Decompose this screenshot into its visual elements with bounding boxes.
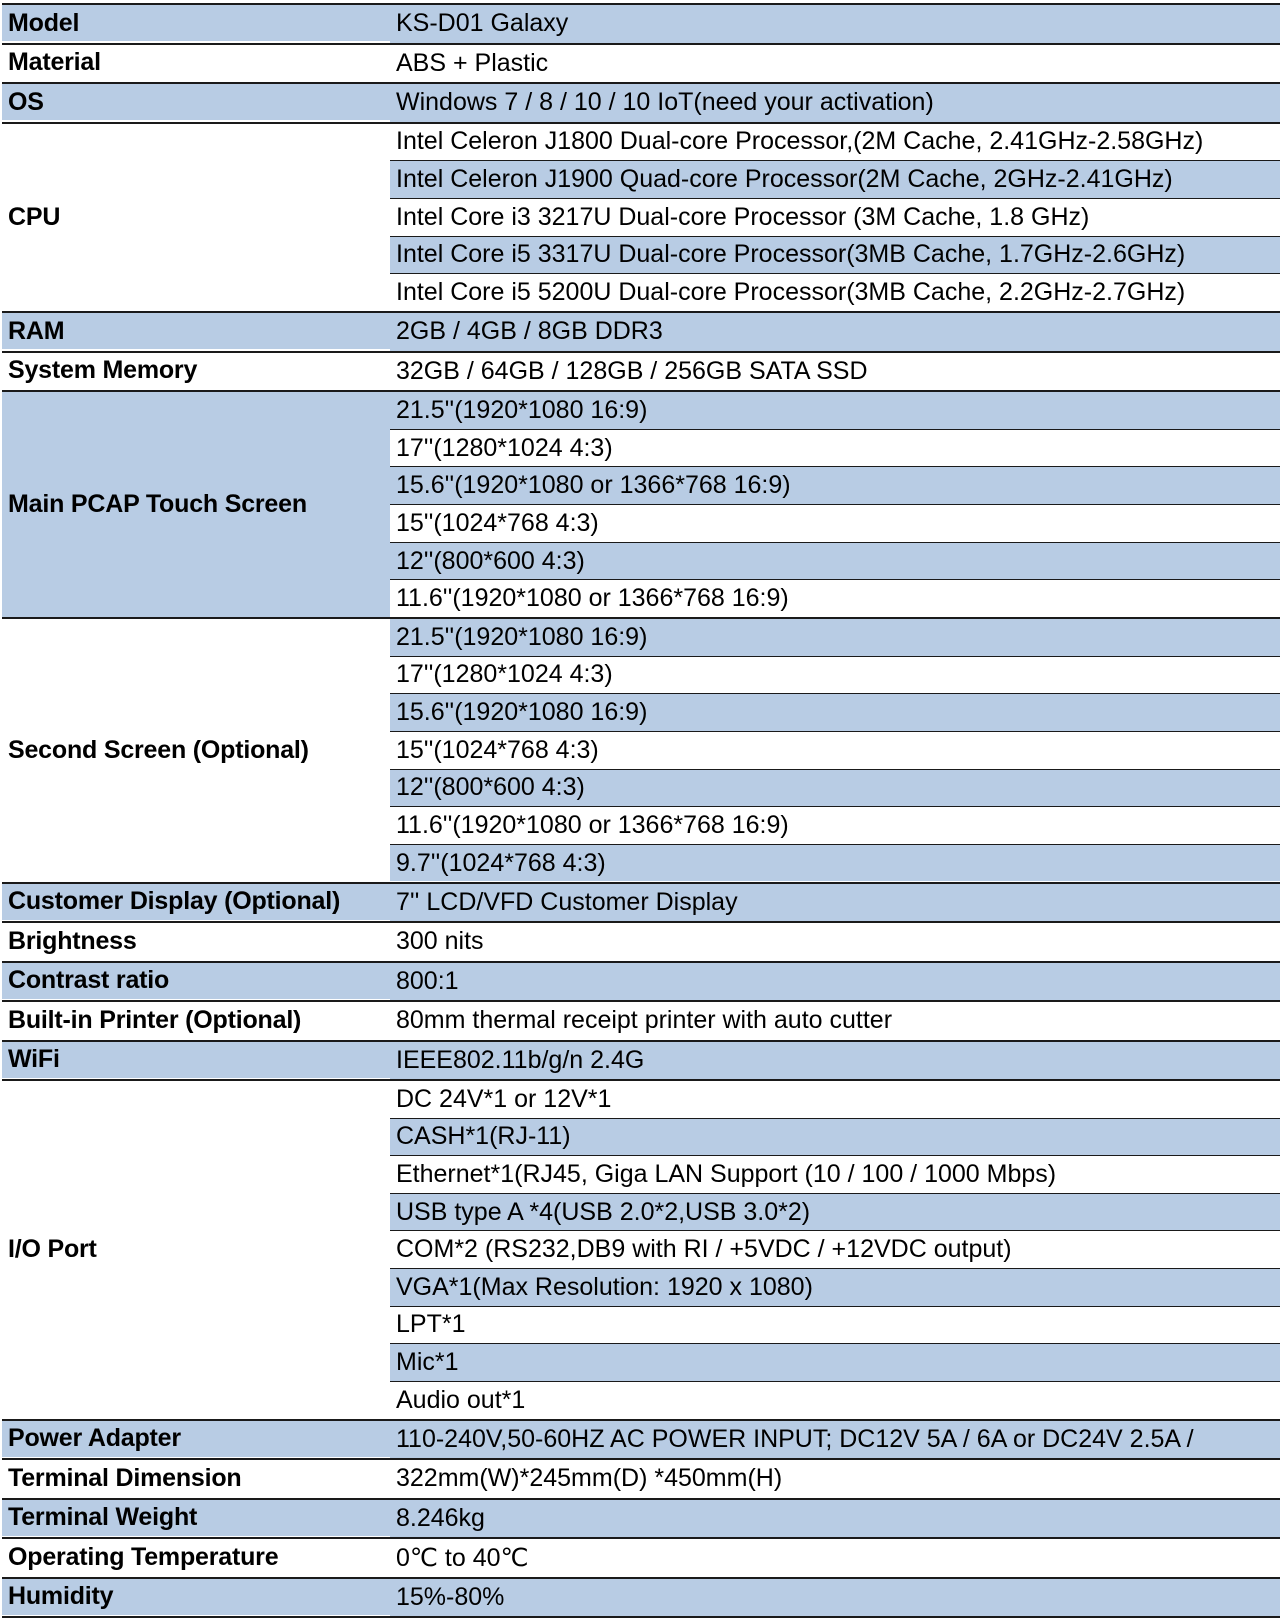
spec-label: RAM — [2, 313, 390, 349]
spec-row-group — [2, 921, 1280, 961]
spec-value: 11.6''(1920*1080 or 1366*768 16:9) — [390, 579, 1280, 617]
spec-value: CASH*1(RJ-11) — [390, 1118, 1280, 1156]
spec-table — [2, 3, 1280, 1618]
spec-value: 110-240V,50-60HZ AC POWER INPUT; DC12V 5A / 6A or DC24V 2.5A / — [390, 1421, 1280, 1459]
spec-label: Terminal Dimension — [2, 1460, 390, 1496]
spec-value: 11.6''(1920*1080 or 1366*768 16:9) — [390, 806, 1280, 844]
spec-value: 21.5''(1920*1080 16:9) — [390, 619, 1280, 656]
spec-values — [390, 619, 1280, 882]
spec-row-group — [2, 351, 1280, 391]
spec-value: 0℃ to 40℃ — [390, 1539, 1280, 1577]
spec-value: KS-D01 Galaxy — [390, 5, 1280, 43]
spec-values — [390, 1042, 1280, 1080]
spec-label: Contrast ratio — [2, 963, 390, 999]
spec-row-group — [2, 390, 1280, 617]
spec-row-group — [2, 1419, 1280, 1459]
spec-label: I/O Port — [2, 1081, 390, 1419]
spec-row-group — [2, 3, 1280, 43]
spec-values — [390, 392, 1280, 617]
spec-value: 12''(800*600 4:3) — [390, 542, 1280, 580]
spec-row-group — [2, 1079, 1280, 1419]
spec-value: 15%-80% — [390, 1579, 1280, 1617]
spec-value: 9.7''(1024*768 4:3) — [390, 844, 1280, 882]
spec-value: 21.5''(1920*1080 16:9) — [390, 392, 1280, 429]
spec-value: Intel Celeron J1800 Dual-core Processor,(2M Cache, 2.41GHz-2.58GHz) — [390, 124, 1280, 161]
spec-values — [390, 313, 1280, 351]
spec-value: Intel Celeron J1900 Quad-core Processor(2M Cache, 2GHz-2.41GHz) — [390, 160, 1280, 198]
spec-value: 12''(800*600 4:3) — [390, 769, 1280, 807]
spec-value: IEEE802.11b/g/n 2.4G — [390, 1042, 1280, 1080]
spec-value: Windows 7 / 8 / 10 / 10 IoT(need your activation) — [390, 84, 1280, 122]
spec-values — [390, 1500, 1280, 1538]
spec-value: 17''(1280*1024 4:3) — [390, 656, 1280, 694]
spec-value: 300 nits — [390, 923, 1280, 961]
spec-values — [390, 1081, 1280, 1419]
spec-row-group — [2, 1537, 1280, 1577]
spec-values — [390, 1460, 1280, 1498]
spec-row-group — [2, 1040, 1280, 1080]
spec-values — [390, 353, 1280, 391]
spec-row-group — [2, 1577, 1280, 1618]
spec-label: Brightness — [2, 923, 390, 959]
spec-values — [390, 1579, 1280, 1617]
spec-row-group — [2, 882, 1280, 922]
spec-label: Humidity — [2, 1579, 390, 1615]
spec-values — [390, 884, 1280, 922]
spec-label: WiFi — [2, 1042, 390, 1078]
spec-value: Intel Core i5 5200U Dual-core Processor(3MB Cache, 2.2GHz-2.7GHz) — [390, 273, 1280, 311]
spec-row-group — [2, 961, 1280, 1001]
spec-value: 15''(1024*768 4:3) — [390, 504, 1280, 542]
spec-value: USB type A *4(USB 2.0*2,USB 3.0*2) — [390, 1193, 1280, 1231]
spec-row-group — [2, 43, 1280, 83]
spec-values — [390, 1539, 1280, 1577]
spec-values — [390, 1002, 1280, 1040]
spec-row-group — [2, 1458, 1280, 1498]
spec-value: 7'' LCD/VFD Customer Display — [390, 884, 1280, 922]
spec-label: Material — [2, 45, 390, 81]
spec-value: 80mm thermal receipt printer with auto cutter — [390, 1002, 1280, 1040]
spec-values — [390, 923, 1280, 961]
spec-value: 32GB / 64GB / 128GB / 256GB SATA SSD — [390, 353, 1280, 391]
spec-value: 17''(1280*1024 4:3) — [390, 429, 1280, 467]
spec-values — [390, 963, 1280, 1001]
spec-row-group — [2, 1000, 1280, 1040]
spec-value: Intel Core i5 3317U Dual-core Processor(3MB Cache, 1.7GHz-2.6GHz) — [390, 236, 1280, 274]
spec-value: 8.246kg — [390, 1500, 1280, 1538]
spec-label: OS — [2, 84, 390, 120]
spec-row-group — [2, 82, 1280, 122]
spec-value: Ethernet*1(RJ45, Giga LAN Support (10 / 100 / 1000 Mbps) — [390, 1155, 1280, 1193]
spec-value: 322mm(W)*245mm(D) *450mm(H) — [390, 1460, 1280, 1498]
spec-row-group — [2, 617, 1280, 882]
spec-value: Intel Core i3 3217U Dual-core Processor (3M Cache, 1.8 GHz) — [390, 198, 1280, 236]
spec-label: System Memory — [2, 353, 390, 389]
spec-label: Operating Temperature — [2, 1539, 390, 1575]
spec-value: COM*2 (RS232,DB9 with RI / +5VDC / +12VDC output) — [390, 1230, 1280, 1268]
spec-label: Customer Display (Optional) — [2, 884, 390, 920]
spec-value: 800:1 — [390, 963, 1280, 1001]
spec-label: Model — [2, 5, 390, 41]
spec-row-group — [2, 122, 1280, 312]
spec-value: Mic*1 — [390, 1343, 1280, 1381]
spec-value: DC 24V*1 or 12V*1 — [390, 1081, 1280, 1118]
spec-values — [390, 1421, 1280, 1459]
spec-label: CPU — [2, 124, 390, 312]
spec-value: LPT*1 — [390, 1306, 1280, 1344]
spec-value: 2GB / 4GB / 8GB DDR3 — [390, 313, 1280, 351]
spec-value: 15''(1024*768 4:3) — [390, 731, 1280, 769]
spec-label: Power Adapter — [2, 1421, 390, 1457]
spec-label: Second Screen (Optional) — [2, 619, 390, 882]
spec-value: 15.6''(1920*1080 or 1366*768 16:9) — [390, 466, 1280, 504]
spec-label: Built-in Printer (Optional) — [2, 1002, 390, 1038]
spec-values — [390, 45, 1280, 83]
spec-row-group — [2, 311, 1280, 351]
spec-values — [390, 84, 1280, 122]
spec-value: ABS + Plastic — [390, 45, 1280, 83]
spec-value: Audio out*1 — [390, 1381, 1280, 1419]
spec-value: VGA*1(Max Resolution: 1920 x 1080) — [390, 1268, 1280, 1306]
spec-row-group — [2, 1498, 1280, 1538]
spec-values — [390, 124, 1280, 312]
spec-value: 15.6''(1920*1080 16:9) — [390, 693, 1280, 731]
spec-values — [390, 5, 1280, 43]
spec-label: Terminal Weight — [2, 1500, 390, 1536]
spec-label: Main PCAP Touch Screen — [2, 392, 390, 617]
